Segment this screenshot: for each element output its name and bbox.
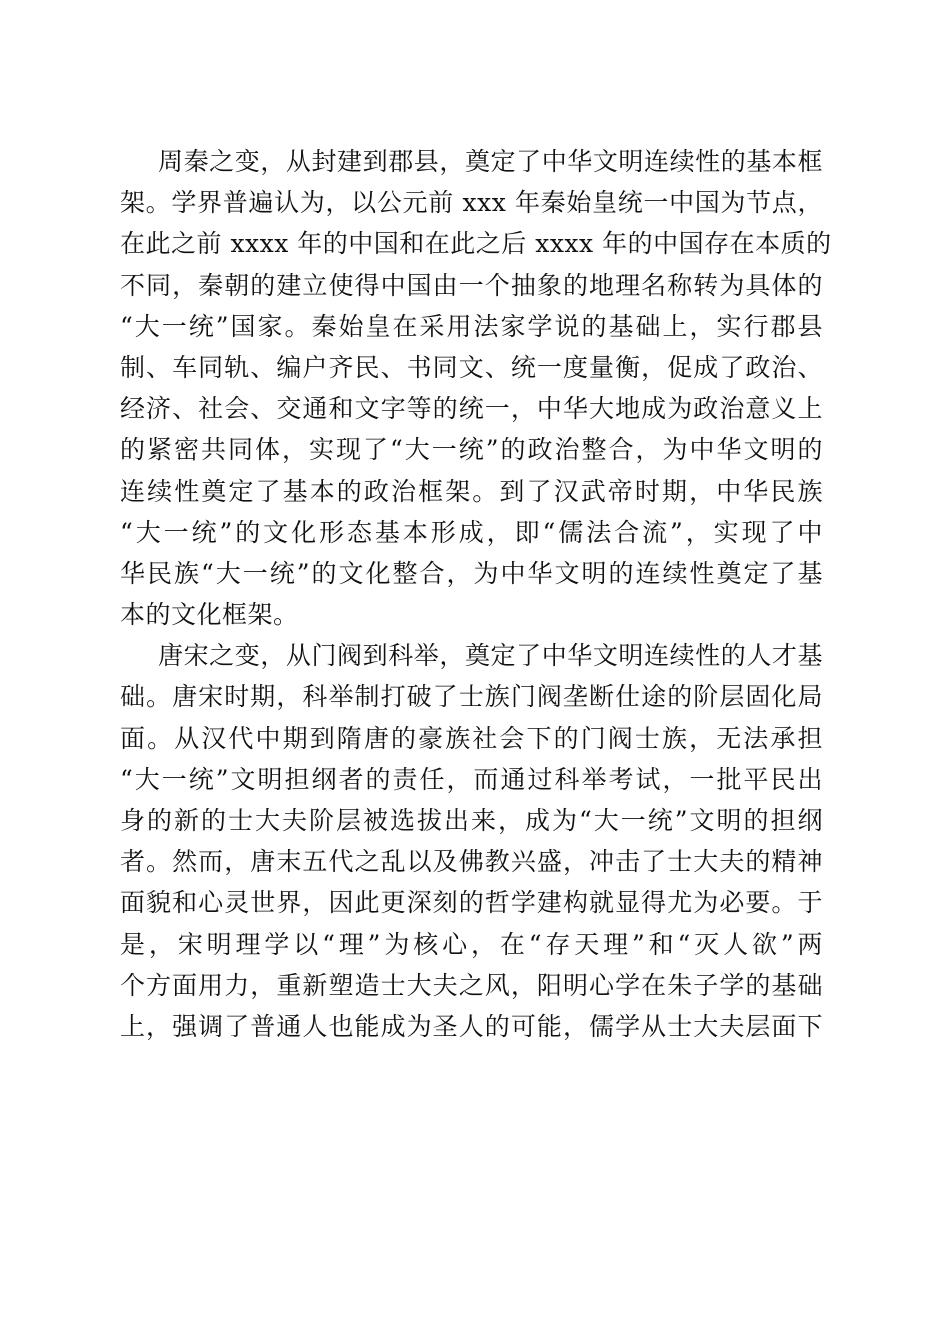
text-line: 本的文化框架。	[120, 600, 299, 630]
text-line: 面貌和心灵世界，因此更深刻的哲学建构就显得尤为必要。于	[120, 888, 823, 918]
text-line: 连续性奠定了基本的政治框架。到了汉武帝时期，中华民族	[120, 476, 823, 506]
text-line: 周秦之变，从封建到郡县，奠定了中华文明连续性的基本框	[158, 147, 823, 176]
body-text	[120, 141, 832, 1047]
text-line: 面。从汉代中期到隋唐的豪族社会下的门阀士族，无法承担	[120, 723, 823, 753]
text-line: 架。学界普遍认为，以公元前 xxx 年秦始皇统一中国为节点，	[120, 188, 823, 218]
text-line: 制、车同轨、编户齐民、书同文、统一度量衡，促成了政治、	[120, 352, 823, 382]
paragraph-zhou-qin	[120, 141, 832, 635]
text-line: 上，强调了普通人也能成为圣人的可能，儒学从士大夫层面下	[120, 1011, 823, 1041]
text-line: 身的新的士大夫阶层被选拔出来，成为“大一统”文明的担纲	[120, 806, 823, 835]
text-line: 者。然而，唐末五代之乱以及佛教兴盛，冲击了士大夫的精神	[120, 847, 823, 877]
text-line: 个方面用力，重新塑造士大夫之风，阳明心学在朱子学的基础	[120, 970, 823, 1000]
text-line: 唐宋之变，从门阀到科举，奠定了中华文明连续性的人才基	[158, 641, 823, 671]
text-line: 华民族“大一统”的文化整合，为中华文明的连续性奠定了基	[120, 558, 823, 588]
paragraph-tang-song	[120, 635, 823, 1047]
text-line: 础。唐宋时期，科举制打破了士族门阀垄断仕途的阶层固化局	[120, 682, 823, 712]
text-line: “大一统”的文化形态基本形成，即“儒法合流”，实现了中	[120, 517, 823, 547]
text-line: “大一统”文明担纲者的责任，而通过科举考试，一批平民出	[120, 764, 823, 794]
text-line: 不同，秦朝的建立使得中国由一个抽象的地理名称转为具体的	[120, 270, 823, 300]
text-line: 的紧密共同体，实现了“大一统”的政治整合，为中华文明的	[120, 435, 823, 465]
text-line: 是，宋明理学以“理”为核心，在“存天理”和“灭人欲”两	[120, 929, 823, 959]
text-line: 经济、社会、交通和文字等的统一，中华大地成为政治意义上	[120, 394, 823, 424]
text-line: 在此之前 xxxx 年的中国和在此之后 xxxx 年的中国存在本质的	[120, 229, 832, 259]
text-line: “大一统”国家。秦始皇在采用法家学说的基础上，实行郡县	[120, 311, 823, 341]
